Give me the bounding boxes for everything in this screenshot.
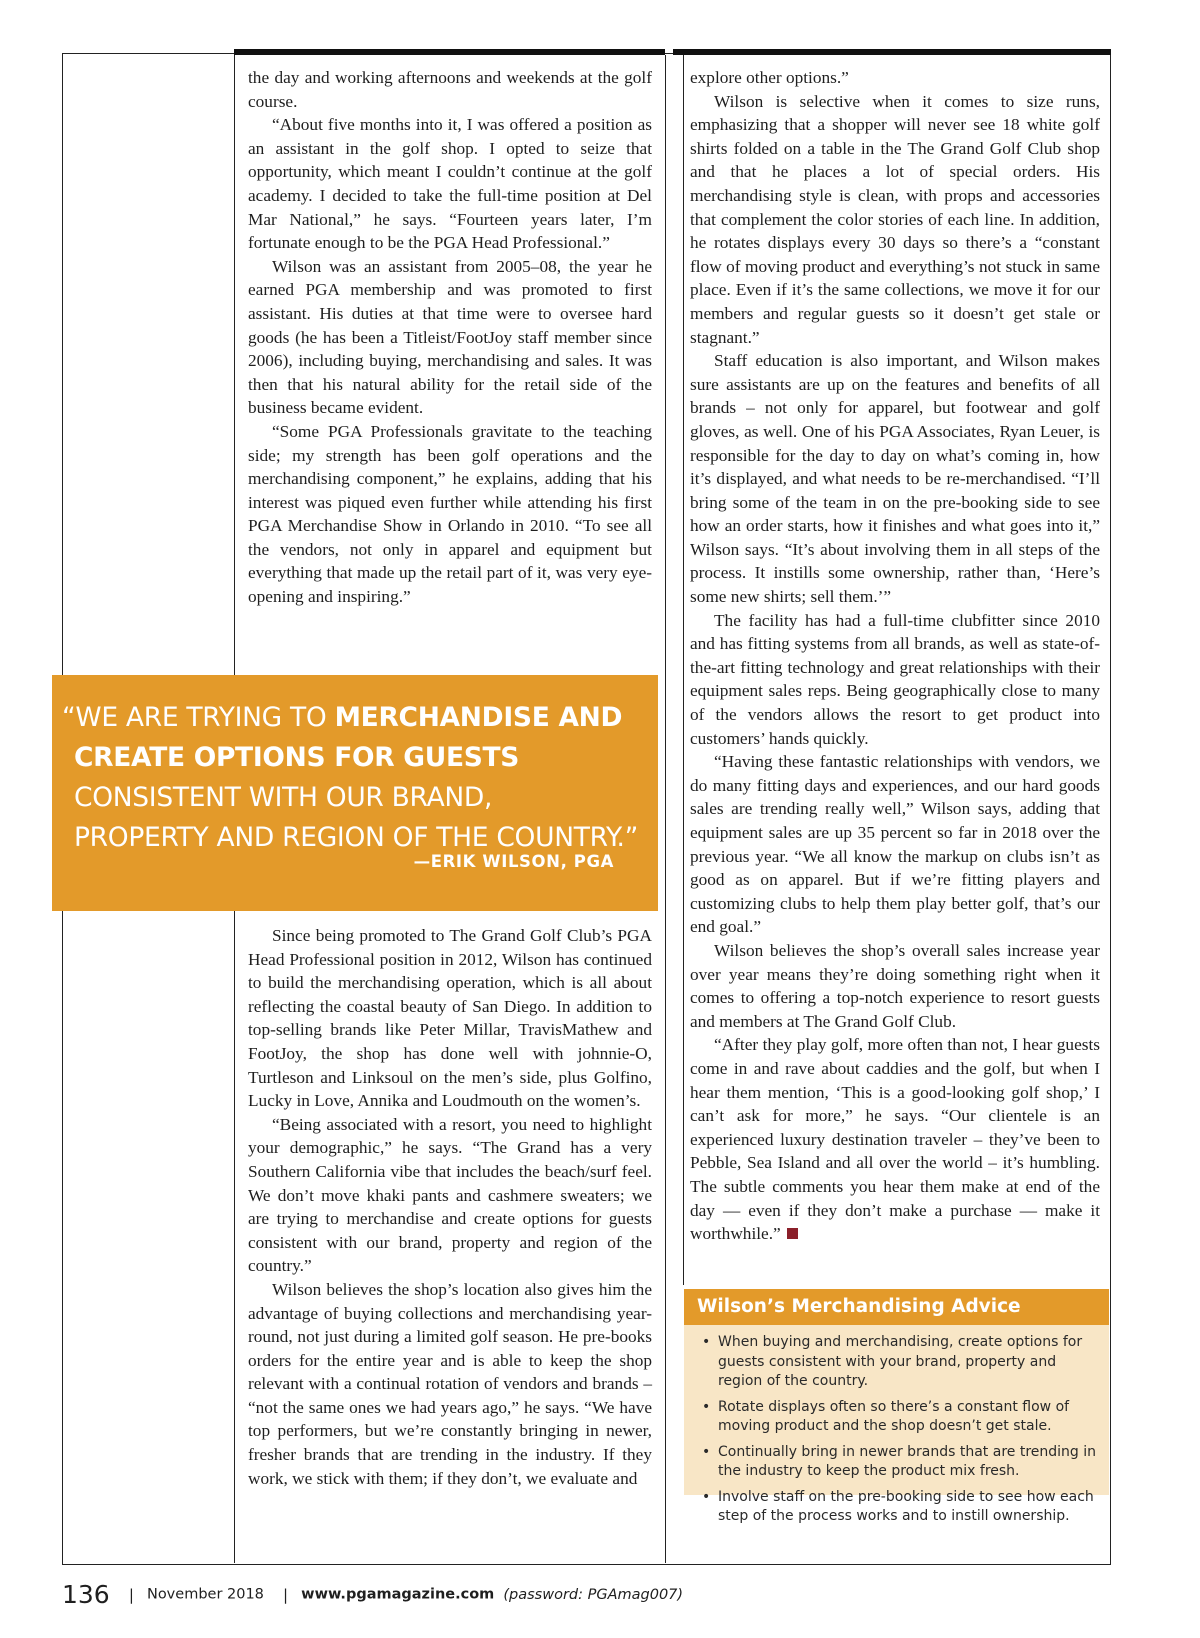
article-paragraph: Since being promoted to The Grand Golf Club’s PGA Head Professional position in 2012, Wilson has continued to build the merchandising operation, which is all about reflecting the coastal beauty of San Diego. In addition to top-selling brands like Peter Millar, TravisMathew and FootJoy, the shop has done well with johnnie-O, Turtleson and Linksoul on the men’s side, plus Golfino, Lucky in Love, Annika and Loudmouth on the women’s. bbox=[248, 926, 652, 1111]
pull-quote-line-3: CONSISTENT WITH OUR BRAND, bbox=[74, 782, 493, 813]
list-item: • Rotate displays often so there’s a constant flow of moving product and the shop doesn’t get stale. bbox=[698, 1398, 1099, 1437]
page-footer bbox=[62, 1580, 683, 1620]
list-item: • Continually bring in newer brands that are trending in the industry to keep the product mix fresh. bbox=[698, 1443, 1099, 1482]
pull-quote bbox=[52, 675, 658, 911]
article-paragraph: “Having these fantastic relationships with vendors, we do many fitting days and experiences, and our hard goods sales are trending really well,” Wilson says, adding that equipment sales are up 35 percent so far in 2018 over the previous year. “We all know the markup on clubs isn’t as good as on apparel. But if we’re fitting players and customizing clubs to help them play better golf, that’s our end goal.” bbox=[690, 752, 1100, 937]
footer-separator: | bbox=[128, 1585, 134, 1604]
page-number: 136 bbox=[62, 1580, 110, 1609]
list-item: • When buying and merchandising, create options for guests consistent with your brand, property and region of the country. bbox=[698, 1333, 1099, 1392]
pull-quote-light-text: “WE ARE TRYING TO bbox=[62, 702, 335, 733]
article-paragraph: the day and working afternoons and weekends at the golf course. bbox=[248, 68, 652, 111]
article-right-column bbox=[690, 66, 1100, 1246]
article-paragraph-last bbox=[690, 1033, 1100, 1245]
website-link[interactable]: www.pgamagazine.com bbox=[301, 1586, 495, 1603]
pull-quote-attribution: —ERIK WILSON, PGA bbox=[413, 852, 614, 871]
article-paragraph: Wilson believes the shop’s overall sales increase year over year means they’re doing something right when it comes to offering a top-notch experience to resort guests and members at The Grand Golf Club. bbox=[690, 940, 1100, 1031]
advice-list bbox=[684, 1333, 1109, 1527]
pull-quote-bold-text: MERCHANDISE AND bbox=[334, 702, 623, 733]
article-paragraph: Wilson is selective when it comes to size runs, emphasizing that a shopper will never see 18 white golf shirts folded on a table in the The Grand Golf Club shop and that he places a lot of special orders. His merchandising style is clean, with props and accessories that complement the color stories of each line. In addition, he rotates displays every 30 days so there’s a “constant flow of moving product and everything’s not stuck in same place. Even if it’s the same collections, we move it for our members and regular guests so it doesn’t get stale or stagnant.” bbox=[690, 91, 1100, 347]
list-item: • Involve staff on the pre-booking side to see how each step of the process works and to instill ownership. bbox=[698, 1488, 1099, 1527]
article-left-column-bottom bbox=[248, 924, 652, 1490]
footer-separator: | bbox=[283, 1585, 289, 1604]
password-note: (password: PGAmag007) bbox=[503, 1586, 684, 1603]
sidebar-title: Wilson’s Merchandising Advice bbox=[684, 1289, 1109, 1325]
article-left-column-top bbox=[248, 66, 652, 609]
article-paragraph: Staff education is also important, and Wilson makes sure assistants are up on the features and benefits of all brands – not only for apparel, but footwear and golf gloves, as well. One of his PGA Associates, Ryan Leuer, is responsible for the day to day on what’s coming in, how it’s displayed, and what needs to be re-merchandised. “I’ll bring some of the team in on the pre-booking side to see how an order starts, how it finishes and what goes into it,” Wilson says. “It’s about involving them in all steps of the process. It instills some ownership, rather than, ‘Here’s some new shirts; sell them.’” bbox=[690, 351, 1100, 607]
article-paragraph-text: “After they play golf, more often than not, I hear guests come in and rave about caddies and the golf, but when I hear them mention, ‘This is a good-looking golf shop,’ I can’t ask for more,” he says. “Our clientele is an experienced luxury destination traveler – they’ve been to Pebble, Sea Island and all over the world – it’s humbling. The subtle comments you hear them make at end of the day — even if they don’t make a purchase — make it worthwhile.” bbox=[690, 1035, 1100, 1244]
issue-date: November 2018 bbox=[146, 1586, 264, 1603]
article-paragraph: “Some PGA Professionals gravitate to the teaching side; my strength has been golf operations and the merchandising component,” he explains, adding that his interest was piqued even further while attending his first PGA Merchandise Show in Orlando in 2010. “To see all the vendors, not only in apparel and equipment but everything that made up the retail part of it, was very eye-opening and inspiring.” bbox=[248, 421, 652, 607]
article-paragraph: The facility has had a full-time clubfitter since 2010 and has fitting systems from all brands, as well as state-of-the-art fitting technology and great relationships with their equipment sales reps. Being geographically close to many of the vendors allows the resort to get product into customers’ hands quickly. bbox=[690, 610, 1100, 748]
advice-sidebar bbox=[684, 1289, 1109, 1524]
article-paragraph: explore other options.” bbox=[690, 68, 849, 87]
article-paragraph: “Being associated with a resort, you need to highlight your demographic,” he says. “The Grand has a very Southern California vibe that includes the beach/surf feel. We don’t move khaki pants and cashmere sweaters; we are trying to merchandise and create options for guests consistent with our brand, property and region of the country.” bbox=[248, 1114, 652, 1276]
article-paragraph: Wilson believes the shop’s location also gives him the advantage of buying collections and merchandising year-round, not just during a limited golf season. He pre-books orders for the entire year and is able to keep the shop relevant with a continual rotation of vendors and brands – “not the same ones we had years ago,” he says. “We have top performers, but we’re constantly bringing in newer, fresher brands that are trending in the industry. If they work, we stick with them; if they don’t, we evaluate and bbox=[248, 1279, 652, 1488]
pull-quote-line-1 bbox=[62, 698, 644, 738]
right-column-divider bbox=[683, 55, 685, 1285]
end-of-story-mark bbox=[787, 1228, 798, 1239]
column-rule-top-right bbox=[673, 49, 1111, 55]
pull-quote-line-2: CREATE OPTIONS FOR GUESTS bbox=[74, 742, 520, 773]
pull-quote-line-4: PROPERTY AND REGION OF THE COUNTRY.” bbox=[74, 822, 639, 853]
article-paragraph: “About five months into it, I was offered a position as an assistant in the golf shop. I opted to seize that opportunity, which meant I couldn’t continue at the golf academy. I decided to take the full-time position at Del Mar National,” he says. “Fourteen years later, I’m fortunate enough to be the PGA Head Professional.” bbox=[248, 115, 652, 253]
article-paragraph: Wilson was an assistant from 2005–08, the year he earned PGA membership and was promoted to first assistant. His duties at that time were to oversee hard goods (he has been a Titleist/FootJoy staff member since 2006), including buying, merchandising and sales. It was then that his natural ability for the retail side of the business became evident. bbox=[248, 256, 652, 418]
